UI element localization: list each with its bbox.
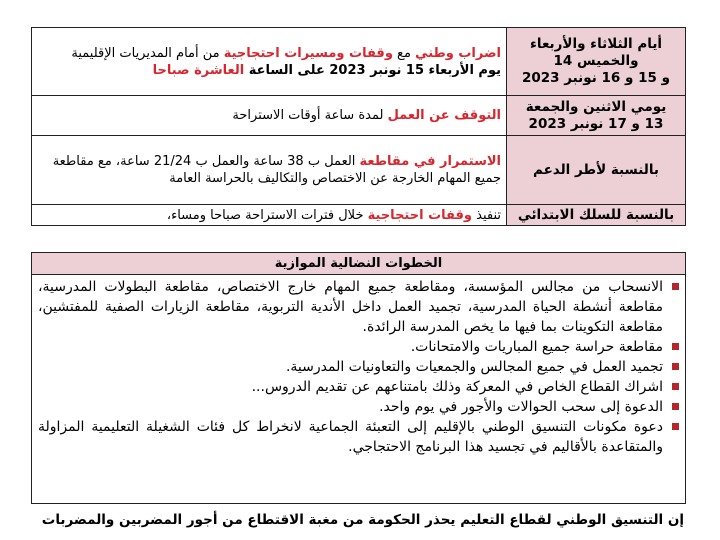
schedule-table: [31, 27, 686, 226]
square-bullet-icon: [672, 383, 679, 390]
text-segment: التوقف عن العمل: [387, 108, 501, 123]
closing-paragraph: إن التنسيق الوطني لقطاع التعليم يحذر الحكومة من مغبة الاقتطاع من أجور المضربين والمضربات: [41, 512, 684, 528]
list-item-text: تجميد العمل في جميع المجالس والجمعيات والتعاونيات المدرسية.: [285, 359, 663, 375]
list-item: [38, 357, 679, 377]
text-segment: العاشرة صباحا: [152, 62, 245, 78]
text-segment: لمدة ساعة أوقات الاستراحة: [232, 108, 388, 123]
text-segment: خلال فترات الاستراحة صباحا ومساء،: [166, 207, 368, 223]
list-item: [38, 377, 679, 397]
square-bullet-icon: [672, 283, 679, 290]
list-item-text: الدعوة إلى سحب الحوالات والأجور في يوم واحد.: [379, 399, 663, 415]
list-item: [38, 337, 679, 357]
list-item: [38, 397, 679, 417]
square-bullet-icon: [672, 343, 679, 350]
label-line: بالنسبة لأطر الدعم: [532, 161, 660, 178]
row-label: [507, 136, 686, 205]
list-item-text: دعوة مكونات التنسيق الوطني بالإقليم إلى التعبئة الجماعية لانخراط كل فئات الشغيلة التعليمية المزاولة والمتقاعدة بالأقاليم في تجسيد هذا البرنامج الاحتجاجي.: [38, 419, 663, 455]
row-content: [32, 136, 507, 205]
square-bullet-icon: [672, 403, 679, 410]
text-segment: الاستمرار في مقاطعة: [359, 154, 501, 169]
list-item-text: الانسحاب من مجالس المؤسسة، ومقاطعة جميع المهام خارج الاختصاص، مقاطعة البطولات المدرسية، مقاطعة أنشطة الحياة المدرسية، تجميد العمل داخل الأندية التربوية، مقاطعة الزيارات الصفية للمفتشين، مقاطعة التكوينات بما فيها ما يخص المدرسة الرائدة.: [38, 279, 663, 335]
row-label: [507, 205, 686, 226]
label-line: 13 و 17 نونبر 2023: [528, 115, 664, 132]
list-item-text: اشراك القطاع الخاص في المعركة وذلك بامتناعهم عن تقديم الدروس...: [251, 379, 663, 395]
label-line: بالنسبة للسلك الابتدائي: [517, 206, 675, 223]
text-segment: مع: [392, 45, 416, 61]
text-segment: تنفيذ: [472, 207, 501, 223]
row-content: [32, 28, 507, 96]
text-segment: من أمام المديريات الإقليمية: [71, 45, 224, 61]
text-segment: وقفات احتجاجية: [367, 207, 472, 223]
schedule-row: [32, 205, 686, 226]
label-line: أيام الثلاثاء والأربعاء والخميس 14: [529, 36, 663, 69]
row-content: [32, 96, 507, 136]
list-item-text: مقاطعة حراسة جميع المباريات والامتحانات.: [410, 339, 663, 355]
label-line: و 15 و 16 نونبر 2023: [522, 70, 670, 86]
text-segment: العمل ب 38 ساعة والعمل ب 21/24 ساعة، مع مقاطعة جميع المهام الخارجة عن الاختصاص والتكاليف بالحراسة العامة: [52, 154, 501, 186]
parallel-steps-box: [31, 252, 686, 504]
row-label: [507, 96, 686, 136]
square-bullet-icon: [672, 423, 679, 430]
text-segment: وقفات ومسيرات احتجاجية: [223, 45, 393, 61]
label-line: يومي الاثنين والجمعة: [525, 98, 667, 115]
text-segment: يوم الأربعاء 15 نونبر 2023 على الساعة: [244, 62, 501, 78]
row-label: [507, 28, 686, 96]
schedule-row: [32, 96, 686, 136]
square-bullet-icon: [672, 363, 679, 370]
list-item: [38, 417, 679, 457]
steps-list: [32, 275, 685, 457]
row-content: [32, 205, 507, 226]
text-segment: اضراب وطني: [415, 45, 501, 61]
schedule-row: [32, 136, 686, 205]
steps-title: الخطوات النضالية الموازية: [32, 253, 685, 275]
schedule-row: [32, 28, 686, 96]
list-item: [38, 277, 679, 337]
